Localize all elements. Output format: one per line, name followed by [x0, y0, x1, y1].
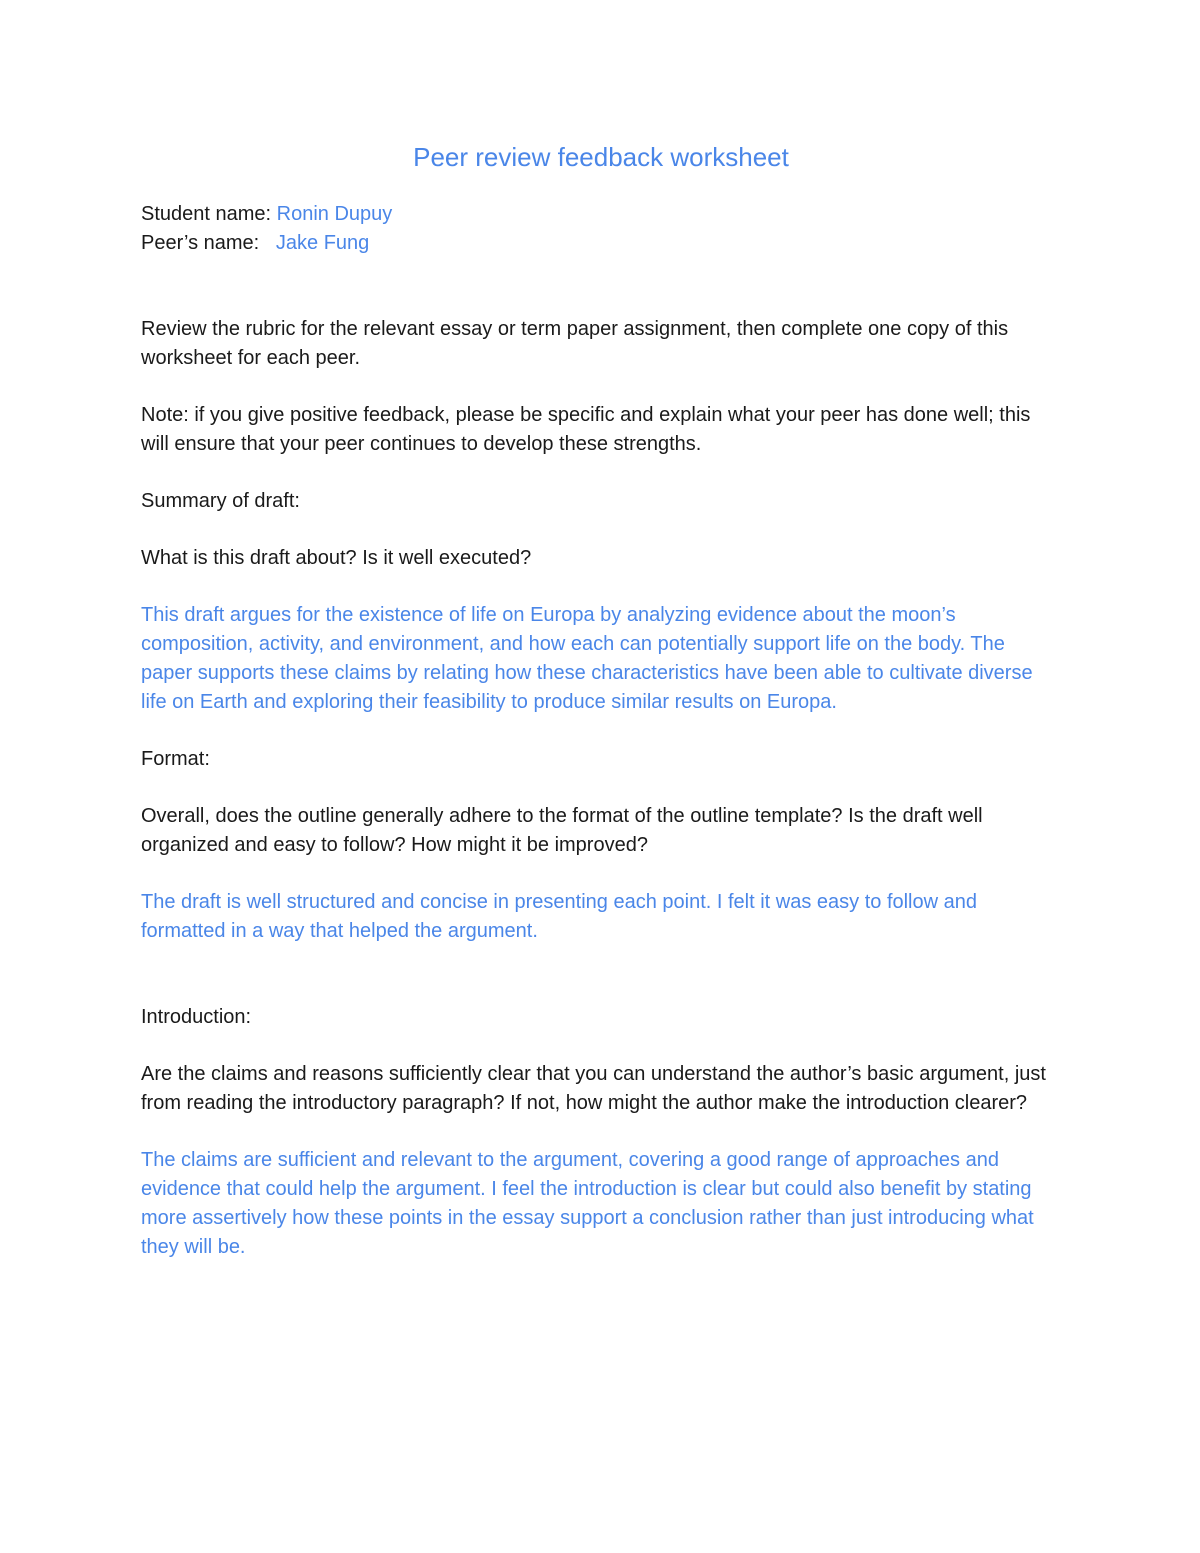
peer-name-label: Peer’s name: [141, 232, 260, 254]
summary-heading: Summary of draft: [141, 490, 300, 512]
summary-question: What is this draft about? Is it well executed? [141, 547, 532, 569]
format-answer: The draft is well structured and concise in presenting each point. I felt it was easy to follow and formatted in a way that helped the argument. [141, 891, 977, 942]
note-text: Note: if you give positive feedback, please be specific and explain what your peer has done well; this will ensure that your peer continues to develop these strengths. [141, 404, 1031, 455]
document-content [141, 138, 1061, 1262]
introduction-question: Are the claims and reasons sufficiently clear that you can understand the author’s basic argument, just from reading the introductory paragraph? If not, how might the author make the introduction clearer? [141, 1063, 1046, 1114]
format-heading: Format: [141, 748, 210, 770]
format-question: Overall, does the outline generally adhere to the format of the outline template? Is the draft well organized and easy to follow? How might it be improved? [141, 805, 983, 856]
student-name-label: Student name: [141, 203, 272, 225]
peer-name-value: Jake Fung [275, 232, 370, 254]
instructions-text: Review the rubric for the relevant essay or term paper assignment, then complete one copy of this worksheet for each peer. [141, 318, 1009, 369]
names-block [141, 200, 1061, 258]
student-name-value: Ronin Dupuy [276, 203, 393, 225]
page-title: Peer review feedback worksheet [413, 142, 789, 172]
introduction-heading: Introduction: [141, 1006, 252, 1028]
introduction-answer: The claims are sufficient and relevant to the argument, covering a good range of approaches and evidence that could help the argument. I feel the introduction is clear but could also benefit by stating more assertively how these points in the essay support a conclusion rather than just introducing what they will be. [141, 1149, 1034, 1258]
peer-name-row [141, 229, 1061, 258]
student-name-row [141, 200, 1061, 229]
summary-answer: This draft argues for the existence of life on Europa by analyzing evidence about the moon’s composition, activity, and environment, and how each can potentially support life on the body. The paper supports these claims by relating how these characteristics have been able to cultivate diverse life on Earth and exploring their feasibility to produce similar results on Europa. [141, 604, 1033, 713]
